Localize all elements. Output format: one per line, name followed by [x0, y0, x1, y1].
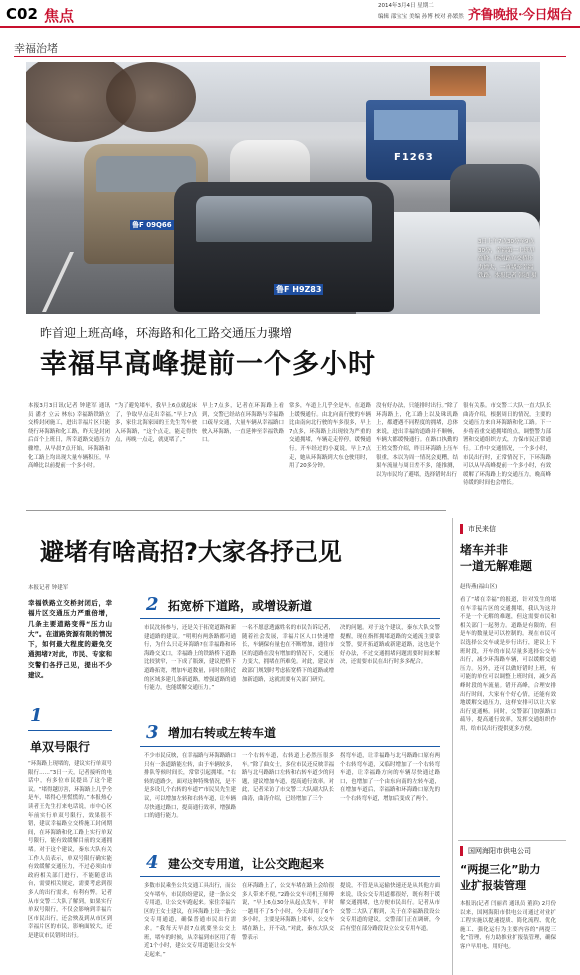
section-title: 单双号限行 [30, 740, 91, 754]
section-number: 1 [30, 705, 43, 726]
traffic-photo [26, 62, 540, 314]
story-body-column: 没有好办法，只能排时出行。”除了环海路上，化工路上以及珠玑路上，都遭遇不同程度的拥堵，总体来说，进出幸福的道路并不顺畅，车辆大都缓慢通行。在路口执勤的王姓交警介绍，昨日环海路上压车很重，本以为周一情况会更糟，结果车流量与周日差不多，能推测，以为市民均了避堵，选择错时出行 [376, 403, 458, 478]
date-line: 2014年3月4日 星期二 [378, 3, 434, 9]
section-body: 一名不愿意透露姓名的市民告诉记者，随着社会发展，幸福片区人口快速增长，车辆保有量也在不断增加，通往市区的道路在没有增加的情况下，交通压力变大，拥堵在所难免。对此，建议市政部门规划时考虑拓宽桥下的道路或增加新道路，这就需要有关部门研究。 [242, 625, 334, 683]
story2-byline: 本报记者 钟建军 [28, 585, 69, 591]
sidebar-body: 本报讯(记者 闫丽君 通讯员 董滨) 2月份以来，国网海阳市供电公司通过对业扩工程实施以提速提质、简化流程、优化施工、强化运行为主要内容的“两提三化”管理，有力助推业扩报装管理，确保客户早用电、用好电。 [460, 901, 556, 950]
sidebar-headline-line: 业扩报装管理 [460, 879, 526, 892]
photo-bus [366, 100, 466, 180]
section-title: 增加右转或左转车道 [168, 726, 277, 740]
photo-billboard [430, 66, 486, 96]
section-title: 建公交专用道，让公交跑起来 [168, 857, 325, 871]
masthead-logo: 齐鲁晚报·今日烟台 [468, 8, 573, 23]
story-body-column: 本报3月3日讯(记者 钟建军 通讯员 潘才 立云 林东) 幸福路铁路立交桥封闭施工，进出幸福片区只能绕行环海路和化工路，昨天是封闭后首个上班日，所幸道路交通压力骤增，从早晨7点开始，环海路和化工路上均出现大量车辆积压，早高峰比以前提前一个多小时。 [28, 403, 110, 470]
sidebar-label: 国网海阳市供电公司 [460, 846, 531, 856]
story2-lead: 幸福铁路立交桥封闭后，幸福片区交通压力严重倍增，几条主要道路变得“压力山大”。在道路资源有限的情况下，如何最大程度的避免交通拥堵?对此，市民、专家和交警们各抒己见，提出不少建议。 [28, 599, 112, 680]
section-body: 多数市民乘坐公共交通工具出行，而公交车堵车，市民纷纷建议，建一条公交专用道，让公交车跑起来。家住幸福片区的王女士建议，在环海路上设一条公交专用通道，确保普通市民出行需求。“我每天早晨7点就要坐公交上班，堵车的时候，从幸福到市区用了将近1个小时，建公交专用道能让公交车走起来。” [144, 883, 236, 958]
section-number-rule [28, 730, 112, 731]
sidebar-headline-line: “两提三化”助力 [460, 863, 541, 876]
sidebar-headline [460, 542, 532, 574]
section-number: 4 [146, 852, 159, 873]
section-name: 焦点 [44, 7, 75, 25]
sidebar-body: 看了“堵在幸福”的报道，针对发生的堵在车幸福片区的交通拥堵，我认为这并不是一个无解的难题，但这需要市民和相关部门一起努力。道路是有限的，但是车的数量是可以控制的。现在市民可以选择公交车或是步行出行，建议上下班时段，开车的市民尽量多选择公交车出行，减少环海路车辆，可以缓解交通压力。另外，还可以做好错时上班，有可能的单位可以调整上班时间，减少高峰时段的车流量。错开高峰，合理安排出行时间，大家有个好心情，还能有效地缓解交通压力，这样安排可以让大家出行更通畅。同时，交警部门加强路口疏导，提高通行效率，发挥交通组织作用，给市民出行提供更多方便。 [460, 597, 556, 732]
section-number-rule [140, 876, 440, 877]
story-kicker: 昨首迎上班高峰，环海路和化工路交通压力骤增 [40, 326, 293, 340]
photo-caption: 3日上午7点30分至9点30分，幸福第一上班早高峰，环海路立交桥压力增大，一直堵至幸福铁路。本报记者 韩逍 摄 [478, 239, 537, 279]
section-number: 2 [146, 594, 159, 615]
section-body: 不少市民反映，在幸福路与环海路路口只有一条道路能左转，由于车辆较多，排队等候时间长，常常引起拥堵。“右转的道路少，面对这种特殊情况，是不是多设几个右转的车道?”市民吴先生建议，可以增加左转和右转车道，让车辆尽快通过路口，提高通行效率，增强路口的通行能力。 [144, 753, 236, 820]
story-body-column: “为了避免堵车，我早上6点就起床了，争取早点走出幸福。”早上7点多，家住北海家园的王先生驾车驶入环海路，“这个点走，能走得快点，再晚一点走，就更堵了。” [115, 403, 197, 444]
sidebar-author: 赵传燕(福山区) [460, 584, 498, 590]
story-body-column: 很有关系。市交警二大队一直大队长曲涛介绍，根据周日的情况，主要的交通压力来自环海路和化工路。下一步将着重交通拥堵的点，调整警力部署和交通组织方式，力保市民正常通行。工作中交通情况，一个多小时，市民出行时，正常情况下，下环海路可以从早高峰提前一个多小时，有效缓解了环海路上的交通压力，晚高峰待缓的时间也会增长。 [463, 403, 551, 487]
section-number-rule [140, 746, 440, 747]
license-plate: 鲁F H9Z83 [276, 285, 322, 294]
section-number-rule [140, 618, 440, 619]
story-body-column: 早上7点多，记者在环海路上看到，交警已经站在环海路与幸福路口疏导交通，大量车辆从幸福路口驶入环海路，一直延伸至幸福铁路口。 [202, 403, 284, 444]
staff-line: 编辑 邵宝宝 美编 孙博 校对 孙繁然 [378, 14, 464, 20]
story-body-column: 常多，车道上几乎全是车，在道路上缓慢通行。由北向南行驶的车辆比由南向北行驶的车多很多，早上7点多，环海路上出现较为严重的交通拥堵，车辆走走停停，缓慢通行。开车经过的小夏说，早上7点走，她从环海路到大东仓驶用时，用了20多分钟。 [289, 403, 371, 470]
sidebar-headline [460, 862, 540, 894]
sidebar-divider [452, 518, 453, 975]
page-number: C02 [6, 5, 38, 23]
section-body: 拐弯车道，让幸福路与北马路路口原有两个右转弯车道，又临时增加了一个右转弯车道，让幸福路方向的车辆尽快通过路口，也增加了一个由东向南的左转车道，在增加车道后，幸福路和环海路口原先的一个右转弯车道，增加后变成了两个。 [340, 753, 440, 802]
section-body: 市民沈扬参与，还是关于拓宽道路和新建道路的建议。“明明有两条路都可通行，为什么只走环海路?在幸福路和环海路交叉口，幸福路上的铁路桥下道路比较狭窄，一下成了瓶颈，建议把桥下道路拓宽，增加车道数量，同时在附近的区域多建几条新道路，增强道路的通行能力，也能缓解交通压力。” [144, 625, 236, 692]
sidebar-label: 市民来信 [460, 524, 496, 534]
road-marking [42, 252, 74, 312]
car-windshield [196, 196, 372, 242]
section-body: “环海路上现堵的，建议实行单双号限行……”3日一天，记者接听的电话中，有多位市民提出了这个建议。“堵得越厉害，环海路上几乎全是车，堵得心里慌慌的。”本报热心读者王先生打来电话说，市中心区年前实行单双号限行，效果很不错，建议幸福路立交桥施工封闭期间，在环海路和化工路上实行单双号限行，能有效缓解目前的交通拥堵。对于这个建议，秦东大队有关工作人员表示，单双号限行确实能有效缓解交通压力，不过必须由市政府相关部门进行，不能随意出台，需要相关规定，需要考虑到很多人的出行需求，有利有弊。记者从市交警二大队了解到，如果实行单双号限行，不仅会影响到幸福片区市民出行，还会殃及到从市区到幸福片区的市民，影响面较大，还是建议市民错时出行。 [28, 761, 112, 939]
section-divider [26, 510, 446, 511]
section-body: 一个右转车道，右转道上必然压很多车。”除了曲女士，多位市民还反映幸福路与北马路路口左转和右转车道少的问题，建议增加车道，提高通行效率。对此，记者采访了市交警二大队副大队长曲涛，曲涛介绍，已经增加了三个 [242, 753, 334, 802]
photo-tree [106, 62, 196, 132]
section-body: 决的问题。对于这个建议，秦东大队交警提醒，现在指挥拥堵道路的交通流主要靠交警，要开拓道路或新建道路，这也是个好办法，不过交通拥堵问题需要时间来解决，还需要市民在出行时多多配合。 [340, 625, 440, 666]
bus-plate: F1263 [394, 152, 434, 163]
bus-window [374, 110, 458, 140]
section-body: 在环海路上了，公交车堵在路上会给很多人带来不便。”2路公交车司机王师傅说，“早上6点30分从起点发车，平时一趟用不了5个小时，今天却用了6个多小时，主要是环海路上堵车，公交车堵在路上，开不动。”对此，秦东大队交警表示 [242, 883, 334, 941]
section-number: 3 [146, 722, 159, 743]
license-plate: 鲁F 09Q66 [132, 221, 172, 229]
sidebar-headline-line: 堵车并非 [460, 543, 509, 557]
section-body: 提说，不管是从运输快速还是从其他方面来说，设公交专用道都很好，既有利于缓解交通拥堵，也方便市民出行。记者从市交警二大队了解到，关于在幸福路段设公交专用道的建议，交警部门正在调研，今后有望在部分路段设立公交专用车道。 [340, 883, 440, 932]
section-title: 拓宽桥下道路，或增设新道 [168, 599, 313, 613]
column-title: 幸福治堵 [14, 42, 58, 55]
page-header [0, 0, 580, 28]
sidebar-headline-line: 一道无解难题 [460, 559, 533, 573]
story2-headline: 避堵有啥高招?大家各抒己见 [40, 538, 342, 566]
sidebar-rule [458, 840, 566, 841]
column-rule [14, 56, 566, 57]
story-headline: 幸福早高峰提前一个多小时 [40, 349, 376, 380]
